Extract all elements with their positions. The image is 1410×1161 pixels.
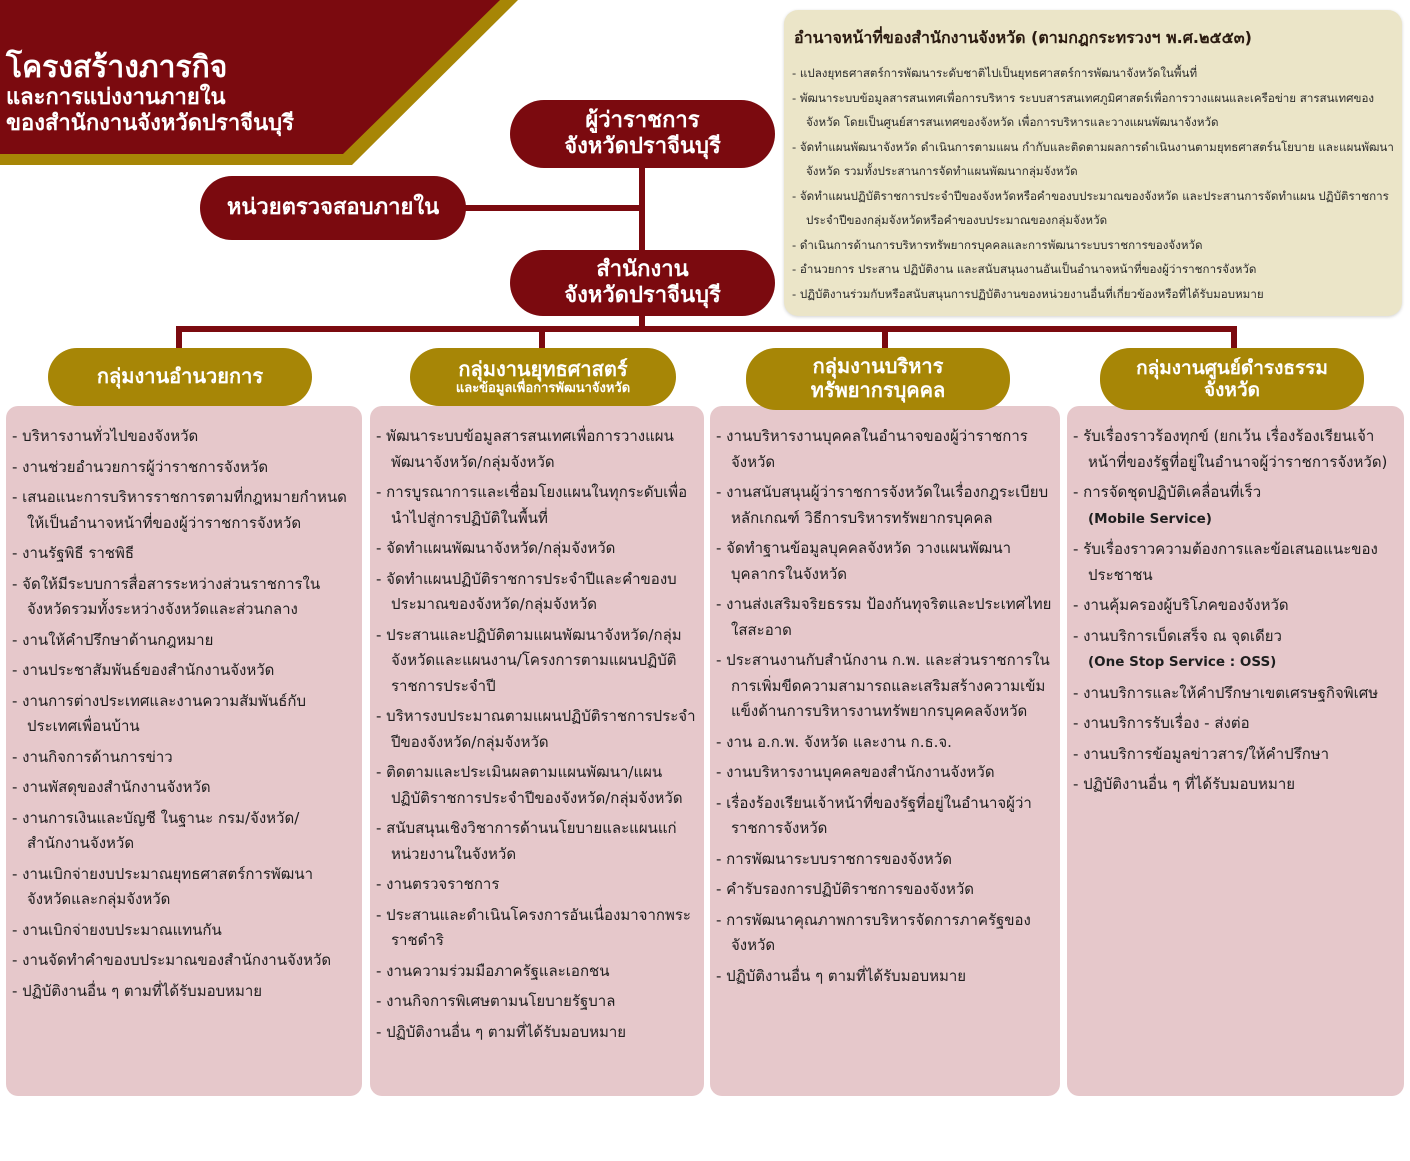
list-item: - ปฏิบัติงานอื่น ๆ ที่ได้รับมอบหมาย bbox=[1073, 775, 1296, 793]
list-item: - งานสนับสนุนผู้ว่าราชการจังหวัดในเรื่องกฎระเบียบ หลักเกณฑ์ วิธีการบริหารทรัพยากรบุคคล bbox=[716, 483, 1049, 527]
list-item: - รับเรื่องราวร้องทุกข์ (ยกเว้น เรื่องร้องเรียนเจ้าหน้าที่ของรัฐที่อยู่ในอำนาจผู้ว่าราชการจังหวัด) bbox=[1073, 427, 1388, 471]
list-item: - ปฏิบัติงานอื่น ๆ ตามที่ได้รับมอบหมาย bbox=[716, 966, 967, 985]
list-item bbox=[1073, 480, 1398, 532]
duty-item: - จัดทำแผนพัฒนาจังหวัด ดำเนินการตามแผน กำกับและติดตามผลการดำเนินงานตามยุทธศาสตร์นโยบาย และแผนพัฒนาจังหวัด รวมทั้งประสานการจัดทำแผนพัฒนากลุ่มจังหวัด bbox=[792, 139, 1394, 178]
list-item: - งานส่งเสริมจริยธรรม ป้องกันทุจริตและประเทศไทยใสสะอาด bbox=[716, 595, 1052, 639]
group-damrongdhama-list bbox=[1073, 424, 1398, 798]
list-item: - งานตรวจราชการ bbox=[376, 875, 500, 893]
title-banner bbox=[0, 0, 520, 168]
duty-item: - พัฒนาระบบข้อมูลสารสนเทศเพื่อการบริหาร ระบบสารสนเทศภูมิศาสตร์เพื่อการวางแผนและเครือข่าย สารสนเทศของจังหวัด โดยเป็นศูนย์สารสนเทศของจังหวัด เพื่อการบริหารและวางแผนพัฒนาจังหวัด bbox=[792, 90, 1375, 129]
list-item: - ปฏิบัติงานอื่น ๆ ตามที่ได้รับมอบหมาย bbox=[12, 981, 263, 1000]
governor-line-2: จังหวัดปราจีนบุรี bbox=[564, 134, 721, 159]
list-item: - ติดตามและประเมินผลตามแผนพัฒนา/แผนปฏิบัติราชการประจำปีของจังหวัด/กลุ่มจังหวัด bbox=[376, 763, 683, 807]
list-item: - งาน อ.ก.พ. จังหวัด และงาน ก.ธ.จ. bbox=[716, 732, 952, 751]
list-item: - ปฏิบัติงานอื่น ๆ ตามที่ได้รับมอบหมาย bbox=[376, 1022, 627, 1041]
internal-audit-node bbox=[200, 176, 466, 240]
list-item: - งานบริการข้อมูลข่าวสาร/ให้คำปรึกษา bbox=[1073, 744, 1330, 763]
title-line-1: โครงสร้างภารกิจ bbox=[6, 50, 228, 85]
list-item: - จัดให้มีระบบการสื่อสารระหว่างส่วนราชการในจังหวัดรวมทั้งระหว่างจังหวัดและส่วนกลาง bbox=[12, 574, 321, 618]
list-item: - งานช่วยอำนวยการผู้ว่าราชการจังหวัด bbox=[12, 457, 269, 476]
group-admin-panel bbox=[6, 406, 362, 1096]
office-line-2: จังหวัดปราจีนบุรี bbox=[564, 283, 721, 308]
title-line-2: และการแบ่งงานภายใน bbox=[6, 85, 226, 111]
list-item: - งานเบิกจ่ายงบประมาณยุทธศาสตร์การพัฒนาจังหวัดและกลุ่มจังหวัด bbox=[12, 864, 314, 908]
page-title bbox=[6, 50, 294, 137]
list-item: - พัฒนาระบบข้อมูลสารสนเทศเพื่อการวางแผนพัฒนาจังหวัด/กลุ่มจังหวัด bbox=[376, 427, 674, 471]
office-line-1: สำนักงาน bbox=[596, 257, 689, 283]
list-item: - การบูรณาการและเชื่อมโยงแผนในทุกระดับเพื่อนำไปสู่การปฏิบัติในพื้นที่ bbox=[376, 483, 688, 527]
duty-item: - แปลงยุทธศาสตร์การพัฒนาระดับชาติไปเป็นยุทธศาสตร์การพัฒนาจังหวัดในพื้นที่ bbox=[792, 66, 1198, 80]
list-item-sub: (One Stop Service : OSS) bbox=[1088, 654, 1277, 670]
duty-item: - จัดทำแผนปฏิบัติราชการประจำปีของจังหวัดหรือคำของบประมาณของจังหวัด และประสานการจัดทำแผน ปฏิบัติราชการประจำปีของกลุ่มจังหวัดหรือคำของบประมาณของกลุ่มจังหวัด bbox=[792, 188, 1389, 227]
group-title-line-2: และข้อมูลเพื่อการพัฒนาจังหวัด bbox=[455, 381, 631, 397]
list-item: - งานบริหารงานบุคคลของสำนักงานจังหวัด bbox=[716, 763, 995, 781]
group-title-line-1: กลุ่มงานบริหาร bbox=[812, 354, 944, 379]
list-item: - งานรัฐพิธี ราชพิธี bbox=[12, 544, 135, 562]
list-item: - งานจัดทำคำของบประมาณของสำนักงานจังหวัด bbox=[12, 951, 332, 969]
list-item: - งานการต่างประเทศและงานความสัมพันธ์กับประเทศเพื่อนบ้าน bbox=[12, 691, 307, 735]
list-item: - ประสานงานกับสำนักงาน ก.พ. และส่วนราชการในการเพิ่มขีดความสามารถและเสริมสร้างความเข้มแข็งด้านการบริหารงานทรัพยากรบุคคลจังหวัด bbox=[716, 651, 1050, 720]
connector-audit bbox=[460, 205, 642, 211]
list-item: - สนับสนุนเชิงวิชาการด้านนโยบายและแผนแก่หน่วยงานในจังหวัด bbox=[376, 819, 677, 863]
list-item: - งานบริการและให้คำปรึกษาเขตเศรษฐกิจพิเศษ bbox=[1073, 683, 1379, 702]
list-item-text: - งานบริการเบ็ดเสร็จ ณ จุดเดียว bbox=[1073, 626, 1282, 645]
list-item: - งานให้คำปรึกษาด้านกฎหมาย bbox=[12, 630, 214, 649]
list-item: - บริหารงานทั่วไปของจังหวัด bbox=[12, 427, 199, 445]
group-admin-header bbox=[48, 348, 312, 406]
group-title-line-2: จังหวัด bbox=[1204, 379, 1260, 401]
group-title-line-2: ทรัพยากรบุคคล bbox=[810, 378, 946, 402]
list-item: - การพัฒนาระบบราชการของจังหวัด bbox=[716, 849, 952, 868]
list-item: - งานพัสดุของสำนักงานจังหวัด bbox=[12, 778, 211, 796]
list-item-sub: (Mobile Service) bbox=[1088, 510, 1212, 527]
list-item: - จัดทำฐานข้อมูลบุคคลจังหวัด วางแผนพัฒนาบุคลากรในจังหวัด bbox=[716, 539, 1012, 583]
list-item: - รับเรื่องราวความต้องการและข้อเสนอแนะของประชาชน bbox=[1073, 540, 1378, 584]
list-item: - จัดทำแผนพัฒนาจังหวัด/กลุ่มจังหวัด bbox=[376, 539, 616, 557]
duties-title: อำนาจหน้าที่ของสำนักงานจังหวัด (ตามกฎกระทรวงฯ พ.ศ.๒๕๕๓) bbox=[794, 28, 1252, 47]
list-item: - งานบริหารงานบุคคลในอำนาจของผู้ว่าราชการจังหวัด bbox=[716, 427, 1028, 471]
list-item: - ประสานและดำเนินโครงการอันเนื่องมาจากพระราชดำริ bbox=[376, 905, 691, 949]
list-item: - งานเบิกจ่ายงบประมาณแทนกัน bbox=[12, 920, 222, 939]
group-hr-list bbox=[716, 424, 1054, 989]
list-item-text: - การจัดชุดปฏิบัติเคลื่อนที่เร็ว bbox=[1073, 483, 1262, 501]
list-item: - งานกิจการด้านการข่าว bbox=[12, 747, 173, 766]
list-item: - เสนอแนะการบริหารราชการตามที่กฎหมายกำหนดให้เป็นอำนาจหน้าที่ของผู้ว่าราชการจังหวัด bbox=[12, 488, 347, 532]
duty-item: - อำนวยการ ประสาน ปฏิบัติงาน และสนับสนุนงานอันเป็นอำนาจหน้าที่ของผู้ว่าราชการจังหวัด bbox=[792, 262, 1257, 276]
connector-horizontal bbox=[176, 326, 1237, 332]
governor-node bbox=[510, 100, 775, 168]
group-hr-panel bbox=[710, 406, 1060, 1096]
duties-list bbox=[792, 61, 1394, 306]
group-strategy-list bbox=[376, 424, 698, 1045]
list-item: - งานคุ้มครองผู้บริโภคของจังหวัด bbox=[1073, 596, 1289, 614]
list-item: - การพัฒนาคุณภาพการบริหารจัดการภาครัฐของจังหวัด bbox=[716, 910, 1031, 954]
group-title-line-1: กลุ่มงานอำนวยการ bbox=[96, 364, 264, 389]
list-item: - งานความร่วมมือภาครัฐและเอกชน bbox=[376, 961, 610, 980]
group-strategy-panel bbox=[370, 406, 704, 1096]
list-item: - งานประชาสัมพันธ์ของสำนักงานจังหวัด bbox=[12, 661, 275, 679]
group-admin-list bbox=[12, 424, 356, 1004]
list-item: - เรื่องร้องเรียนเจ้าหน้าที่ของรัฐที่อยู่ในอำนาจผู้ว่าราชการจังหวัด bbox=[716, 793, 1032, 837]
duty-item: - ปฏิบัติงานร่วมกับหรือสนับสนุนการปฏิบัติงานของหน่วยงานอื่นที่เกี่ยวข้องหรือที่ได้รับมอบหมาย bbox=[792, 286, 1264, 301]
list-item: - งานการเงินและบัญชี ในฐานะ กรม/จังหวัด/สำนักงานจังหวัด bbox=[12, 808, 300, 852]
group-hr-header bbox=[746, 348, 1010, 410]
group-damrongdhama-header bbox=[1100, 348, 1364, 410]
list-item: - งานบริการรับเรื่อง - ส่งต่อ bbox=[1073, 714, 1250, 732]
duties-panel bbox=[784, 10, 1402, 316]
group-title-line-1: กลุ่มงานยุทธศาสตร์ bbox=[458, 356, 628, 381]
list-item bbox=[1073, 624, 1398, 676]
list-item: - จัดทำแผนปฏิบัติราชการประจำปีและคำของบประมาณของจังหวัด/กลุ่มจังหวัด bbox=[376, 569, 677, 613]
group-damrongdhama-panel bbox=[1067, 406, 1404, 1096]
group-strategy-header bbox=[410, 348, 676, 406]
governor-line-1: ผู้ว่าราชการ bbox=[585, 108, 700, 134]
internal-audit-label: หน่วยตรวจสอบภายใน bbox=[226, 195, 440, 221]
group-title-line-1: กลุ่มงานศูนย์ดำรงธรรม bbox=[1136, 356, 1328, 379]
list-item: - ประสานและปฏิบัติตามแผนพัฒนาจังหวัด/กลุ่มจังหวัดและแผนงาน/โครงการตามแผนปฏิบัติราชการประจำปี bbox=[376, 625, 682, 695]
list-item: - คำรับรองการปฏิบัติราชการของจังหวัด bbox=[716, 880, 974, 898]
provincial-office-node bbox=[510, 250, 775, 316]
list-item: - บริหารงบประมาณตามแผนปฏิบัติราชการประจำปีของจังหวัด/กลุ่มจังหวัด bbox=[376, 707, 696, 751]
title-line-3: ของสำนักงานจังหวัดปราจีนบุรี bbox=[6, 111, 294, 137]
duty-item: - ดำเนินการด้านการบริหารทรัพยากรบุคคลและการพัฒนาระบบราชการของจังหวัด bbox=[792, 237, 1203, 252]
list-item: - งานกิจการพิเศษตามนโยบายรัฐบาล bbox=[376, 992, 616, 1010]
